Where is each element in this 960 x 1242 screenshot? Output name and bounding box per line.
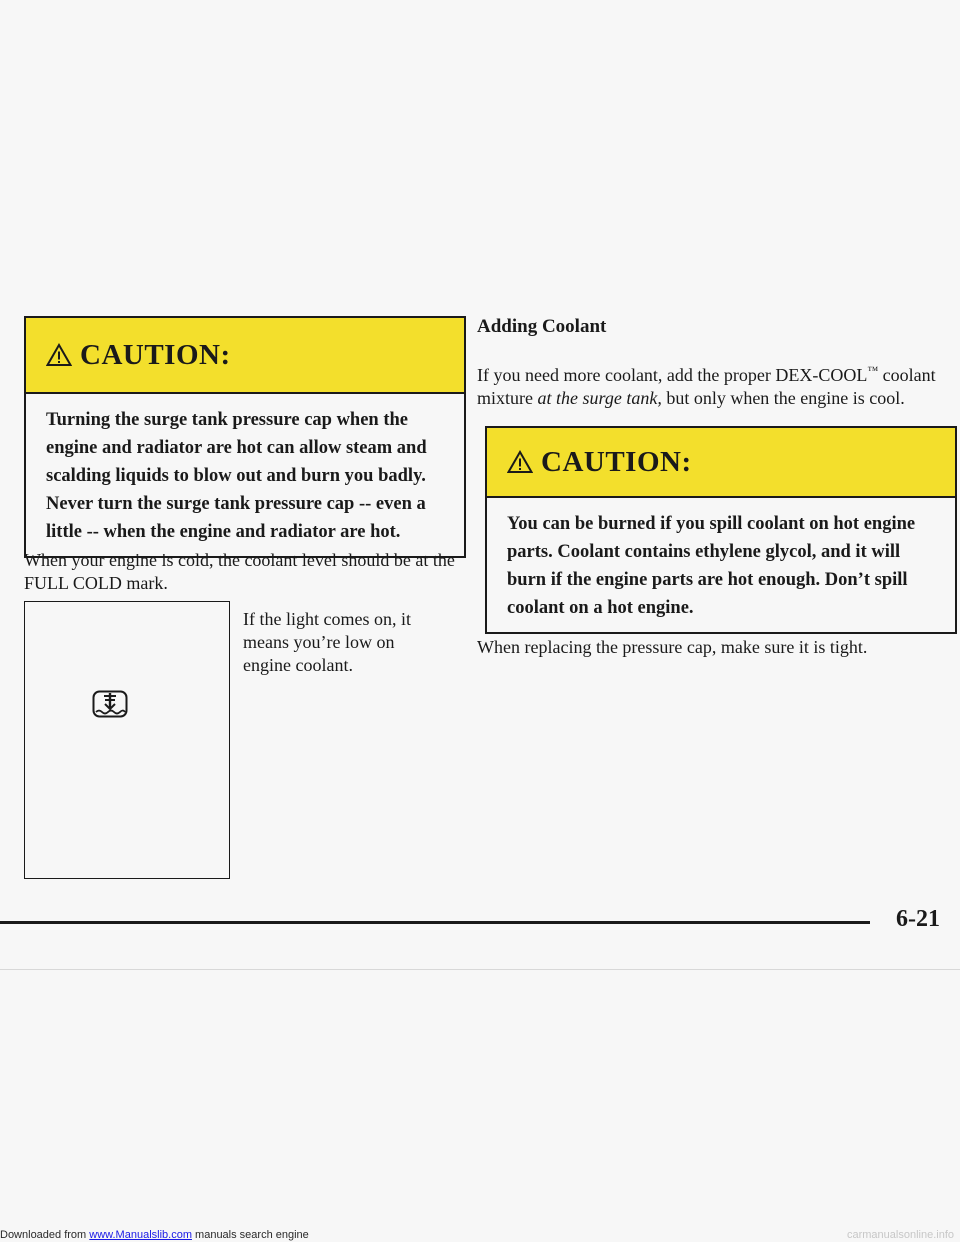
caution-label: CAUTION: bbox=[80, 338, 231, 371]
caution-text: Turning the surge tank pressure cap when the engine and radiator are hot can allow steam and scalding liquids to blow out and burn you badly. Never turn the surge tank pressure cap -- even a little -- when the engine and radiator are hot. bbox=[46, 410, 427, 542]
warning-triangle-icon bbox=[507, 450, 533, 474]
caution-header bbox=[26, 318, 464, 394]
coolant-warning-light-icon bbox=[92, 690, 128, 718]
caution-header bbox=[487, 428, 955, 498]
surge-tank-emphasis: at the surge tank, bbox=[537, 388, 662, 408]
trademark-symbol: ™ bbox=[867, 365, 879, 377]
caution-box-pressure-cap bbox=[24, 316, 466, 558]
warning-light-illustration bbox=[24, 601, 230, 879]
adding-coolant-paragraph: If you need more coolant, add the proper DEX-COOL™ coolant mixture at the surge tank, but only when the engine is cool. bbox=[477, 365, 936, 408]
footer-rule bbox=[0, 921, 870, 924]
adding-coolant-heading: Adding Coolant bbox=[477, 316, 607, 337]
watermark-text: carmanualsonline.info bbox=[846, 1229, 954, 1241]
warning-light-paragraph: If the light comes on, it means you’re low on engine coolant. bbox=[243, 609, 411, 675]
coolant-level-paragraph: When your engine is cold, the coolant level should be at the FULL COLD mark. bbox=[24, 550, 455, 593]
warning-triangle-icon bbox=[46, 343, 72, 367]
download-footer: Downloaded from www.Manualslib.com manuals search engine bbox=[0, 1229, 309, 1241]
manualslib-link[interactable]: www.Manualslib.com bbox=[89, 1229, 192, 1241]
caution-text: You can be burned if you spill coolant on hot engine parts. Coolant contains ethylene glycol, and it will burn if the engine parts are hot enough. Don’t spill coolant on a hot engine. bbox=[507, 514, 916, 618]
pressure-cap-paragraph: When replacing the pressure cap, make sure it is tight. bbox=[477, 637, 868, 657]
page-number: 6-21 bbox=[896, 906, 940, 932]
caution-label: CAUTION: bbox=[541, 445, 692, 478]
caution-box-spill-coolant bbox=[485, 426, 957, 634]
divider bbox=[0, 969, 960, 970]
